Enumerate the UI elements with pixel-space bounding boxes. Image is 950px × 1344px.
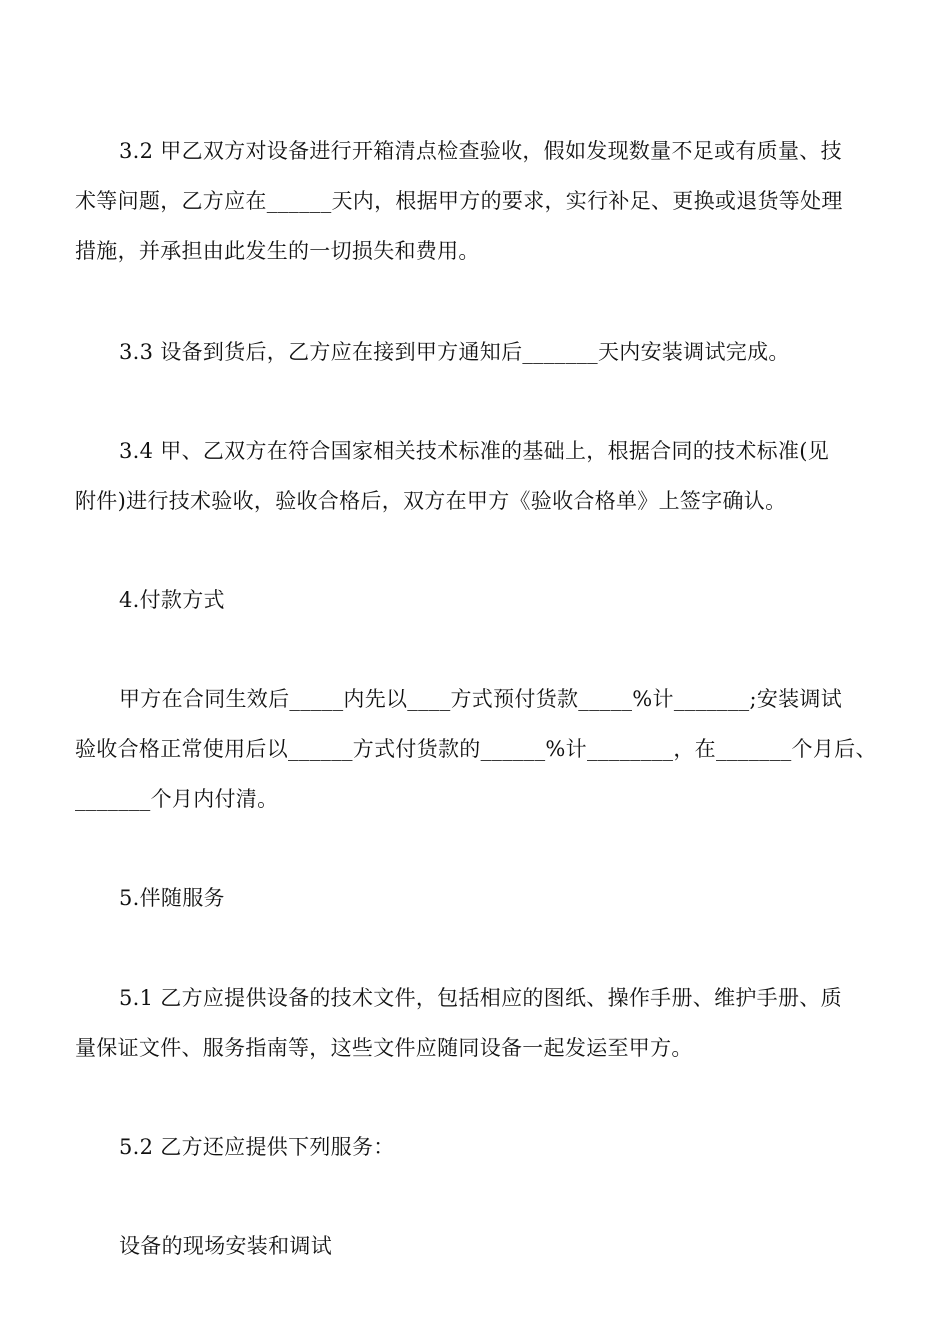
section-heading-services bbox=[75, 873, 883, 923]
paragraph-5-1 bbox=[75, 973, 883, 1073]
paragraph-line: 量保证文件、服务指南等，这些文件应随同设备一起发运至甲方。 bbox=[75, 1036, 693, 1060]
paragraph-line: 附件)进行技术验收，验收合格后，双方在甲方《验收合格单》上签字确认。 bbox=[75, 489, 787, 513]
paragraph-3-3 bbox=[75, 327, 883, 377]
paragraph-line: 术等问题，乙方应在______天内，根据甲方的要求，实行补足、更换或退货等处理 bbox=[75, 189, 843, 213]
paragraph-line: 3.3 设备到货后，乙方应在接到甲方通知后_______天内安装调试完成。 bbox=[119, 340, 790, 364]
paragraph-line: 措施，并承担由此发生的一切损失和费用。 bbox=[75, 239, 480, 263]
paragraph-payment-terms bbox=[75, 674, 883, 824]
paragraph-line: 设备的现场安装和调试 bbox=[119, 1234, 332, 1258]
paragraph-5-2-item bbox=[75, 1221, 883, 1271]
paragraph-line: 3.2 甲乙双方对设备进行开箱清点检查验收，假如发现数量不足或有质量、技 bbox=[119, 139, 842, 163]
paragraph-line: 验收合格正常使用后以______方式付货款的______%计________，在_______个月后、 bbox=[75, 737, 877, 761]
paragraph-line: 5.1 乙方应提供设备的技术文件，包括相应的图纸、操作手册、维护手册、质 bbox=[119, 986, 842, 1010]
paragraph-3-2 bbox=[75, 126, 883, 276]
paragraph-5-2 bbox=[75, 1122, 883, 1172]
heading-text: 4.付款方式 bbox=[119, 588, 225, 612]
heading-text: 5.伴随服务 bbox=[119, 886, 225, 910]
paragraph-line: 甲方在合同生效后_____内先以____方式预付货款_____%计_______;安装调试 bbox=[119, 687, 843, 711]
paragraph-line: 5.2 乙方还应提供下列服务： bbox=[119, 1135, 395, 1159]
paragraph-line: _______个月内付清。 bbox=[75, 787, 279, 811]
section-heading-payment bbox=[75, 575, 883, 625]
paragraph-line: 3.4 甲、乙双方在符合国家相关技术标准的基础上，根据合同的技术标准(见 bbox=[119, 439, 830, 463]
paragraph-3-4 bbox=[75, 426, 883, 526]
